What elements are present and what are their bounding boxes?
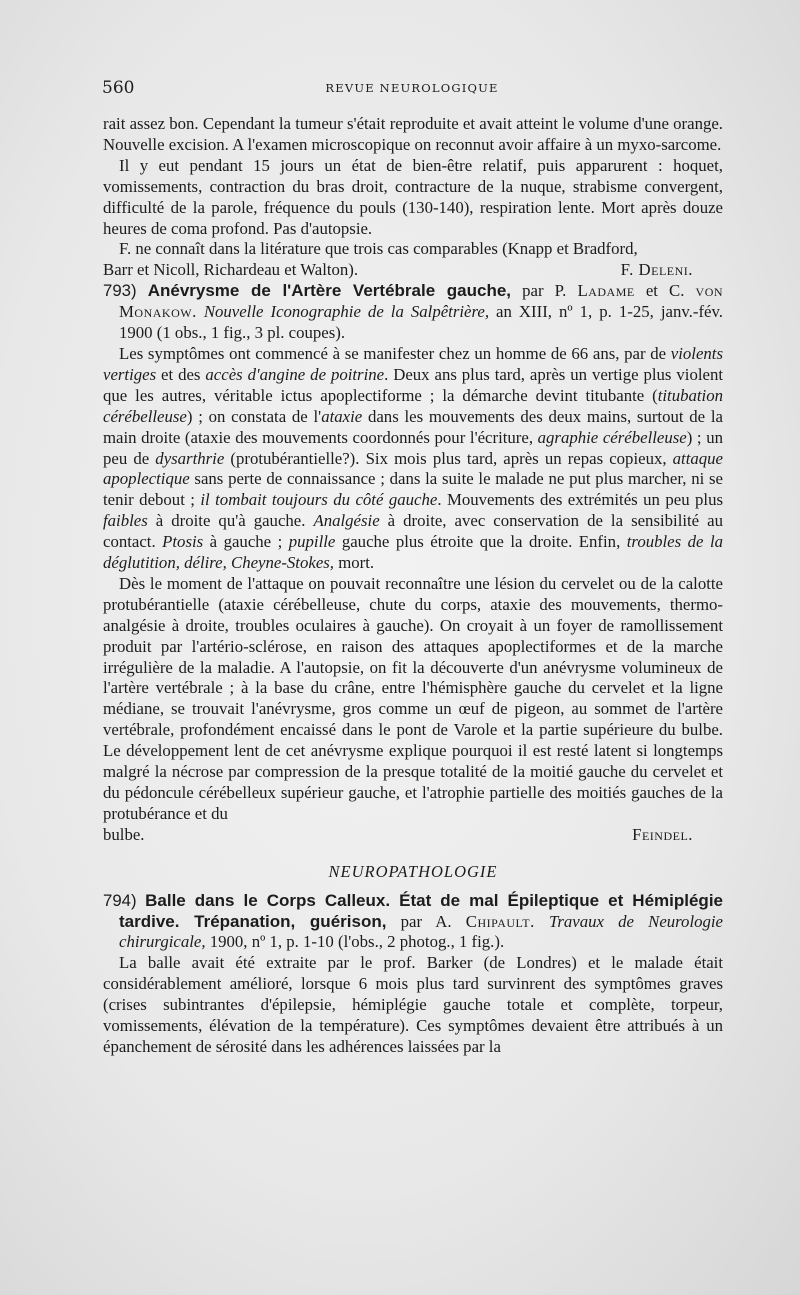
entry-793-journal: Nouvelle Iconographie de la Salpêtrière, (203, 302, 490, 322)
literature-line-1: F. ne connaît dans la litérature que trois cas comparables (Knapp et Bradford, (119, 239, 638, 259)
paragraph-symptoms: Il y eut pendant 15 jours un état de bien-être relatif, puis apparurent : hoquet, vomissements, contraction du bras droit, contracture de la nuque, strabisme convergent, difficulté de la parole, fréquence du pouls (130-140), respiration lente. Mort après douze heures de coma profond. Pas d'autopsie. (103, 155, 723, 238)
entry-794-details: 1900, nº 1, p. 1-10 (l'obs., 2 photog., 1 fig.). (209, 932, 505, 952)
entry-794-par: par A. (400, 911, 452, 931)
running-head: REVUE NEUROLOGIQUE (325, 81, 499, 95)
paragraph-continuation: rait assez bon. Cependant la tumeur s'était reproduite et avait atteint le volume d'une orange. Nouvelle excision. A l'examen microscopique on reconnut avoir affaire à un myxo-sarcome. (103, 114, 723, 154)
entry-793-heading (103, 281, 723, 344)
entry-793-par: par P. (522, 281, 567, 301)
signature-deleni: F. Deleni. (620, 260, 693, 280)
entry-794-number: 794) (103, 890, 137, 910)
page-header (102, 78, 722, 104)
entry-793-details: an XIII, nº 1, p. 1-25, janv.-fév. 1900 (1 obs., 1 fig., 3 pl. coupes). (119, 302, 723, 343)
page-number: 560 (102, 78, 135, 98)
signature-feindel: Feindel. (632, 824, 693, 844)
entry-793-et: et C. (645, 281, 685, 301)
entry-794-heading (103, 891, 723, 954)
page-body (103, 114, 723, 1058)
paragraph-clinical-course: Les symptômes ont commencé à se manifester chez un homme de 66 ans, par de violents vertiges et des accès d'angine de poitrine. Deux ans plus tard, après un vertige plus violent que les autres, véritable ictus apoplectiforme ; la démarche devint titubante (titubation cérébelleuse) ; on constata de l'ataxie dans les mouvements des deux mains, surtout de la main droite (ataxie des mouvements coordonnés pour l'écriture, agraphie cérébelleuse) ; un peu de dysarthrie (protubérantielle?). Six mois plus tard, après un repas copieux, attaque apoplectique sans perte de connaissance ; dans la suite le malade ne put plus marcher, ni se tenir debout ; il tombait toujours du côté gauche. Mouvements des extrémités un peu plus faibles à droite qu'à gauche. Analgésie à droite, avec conservation de la sensibilité au contact. Ptosis à gauche ; pupille gauche plus étroite que la droite. Enfin, troubles de la déglutition, délire, Cheyne-Stokes, mort. (103, 343, 723, 573)
entry-793-title: Anévrysme de l'Artère Vertébrale gauche, (147, 281, 512, 301)
entry-793-author-2: von Monakow. (119, 281, 724, 322)
entry-794-journal: Travaux de Neurologie chirurgicale, (119, 911, 724, 952)
entry-793-author-1: Ladame (577, 281, 635, 301)
entry-794-title: Balle dans le Corps Calleux. État de mal Épileptique et Hémiplégie tardive. Trépanation, guérison, (119, 890, 723, 931)
paragraph-autopsy: Dès le moment de l'attaque on pouvait reconnaître une lésion du cervelet ou de la calotte protubérantielle (ataxie cérébelleuse, chute du corps, ataxie des mouvements, thermo-analgésie à droite, troubles oculaires à gauche). On croyait à un foyer de ramollissement produit par l'artério-sclérose, en raison des attaques apoplectiformes et de la marche irrégulière de la maladie. A l'autopsie, on fit la découverte d'un anévrysme volumineux de l'artère vertébrale ; à la base du crâne, entre l'hémisphère gauche du cervelet et la ligne médiane, se trouvait l'anévrysme, gros comme un œuf de pigeon, au sommet de l'artère vertébrale, profondément encaissé dans le pont de Varole et la partie supérieure du bulbe. Le développement lent de cet anévrysme explique pourquoi il est resté latent si longtemps malgré la nécrose par compression de la presque totalité de la moitié gauche du cervelet et du pédoncule cérébelleux supérieur gauche, et l'atrophie partielle des moitiés gauches de la protubérance et du (103, 573, 723, 823)
entry-793-number: 793) (103, 281, 137, 301)
paragraph-bullet-case: La balle avait été extraite par le prof. Barker (de Londres) et le malade était considérablement amélioré, lorsque 6 mois plus tard survinrent des symptômes graves (crises subintrantes d'épilepsie, hémiplégie gauche totale et complète, torpeur, vomissements, élévation de la température). Ces symptômes devaient être attribués à un épanchement de sérosité dans les adhérences laissées par la (103, 953, 723, 1056)
autopsy-last-word: bulbe. (103, 824, 145, 844)
section-heading: NEUROPATHOLOGIE (328, 861, 498, 881)
autopsy-last-line-row (103, 825, 723, 846)
paragraph-literature (103, 239, 723, 260)
literature-line-2-row (103, 260, 723, 281)
entry-794-author: Chipault. (465, 911, 535, 931)
literature-line-2: Barr et Nicoll, Richardeau et Walton). (103, 260, 359, 280)
